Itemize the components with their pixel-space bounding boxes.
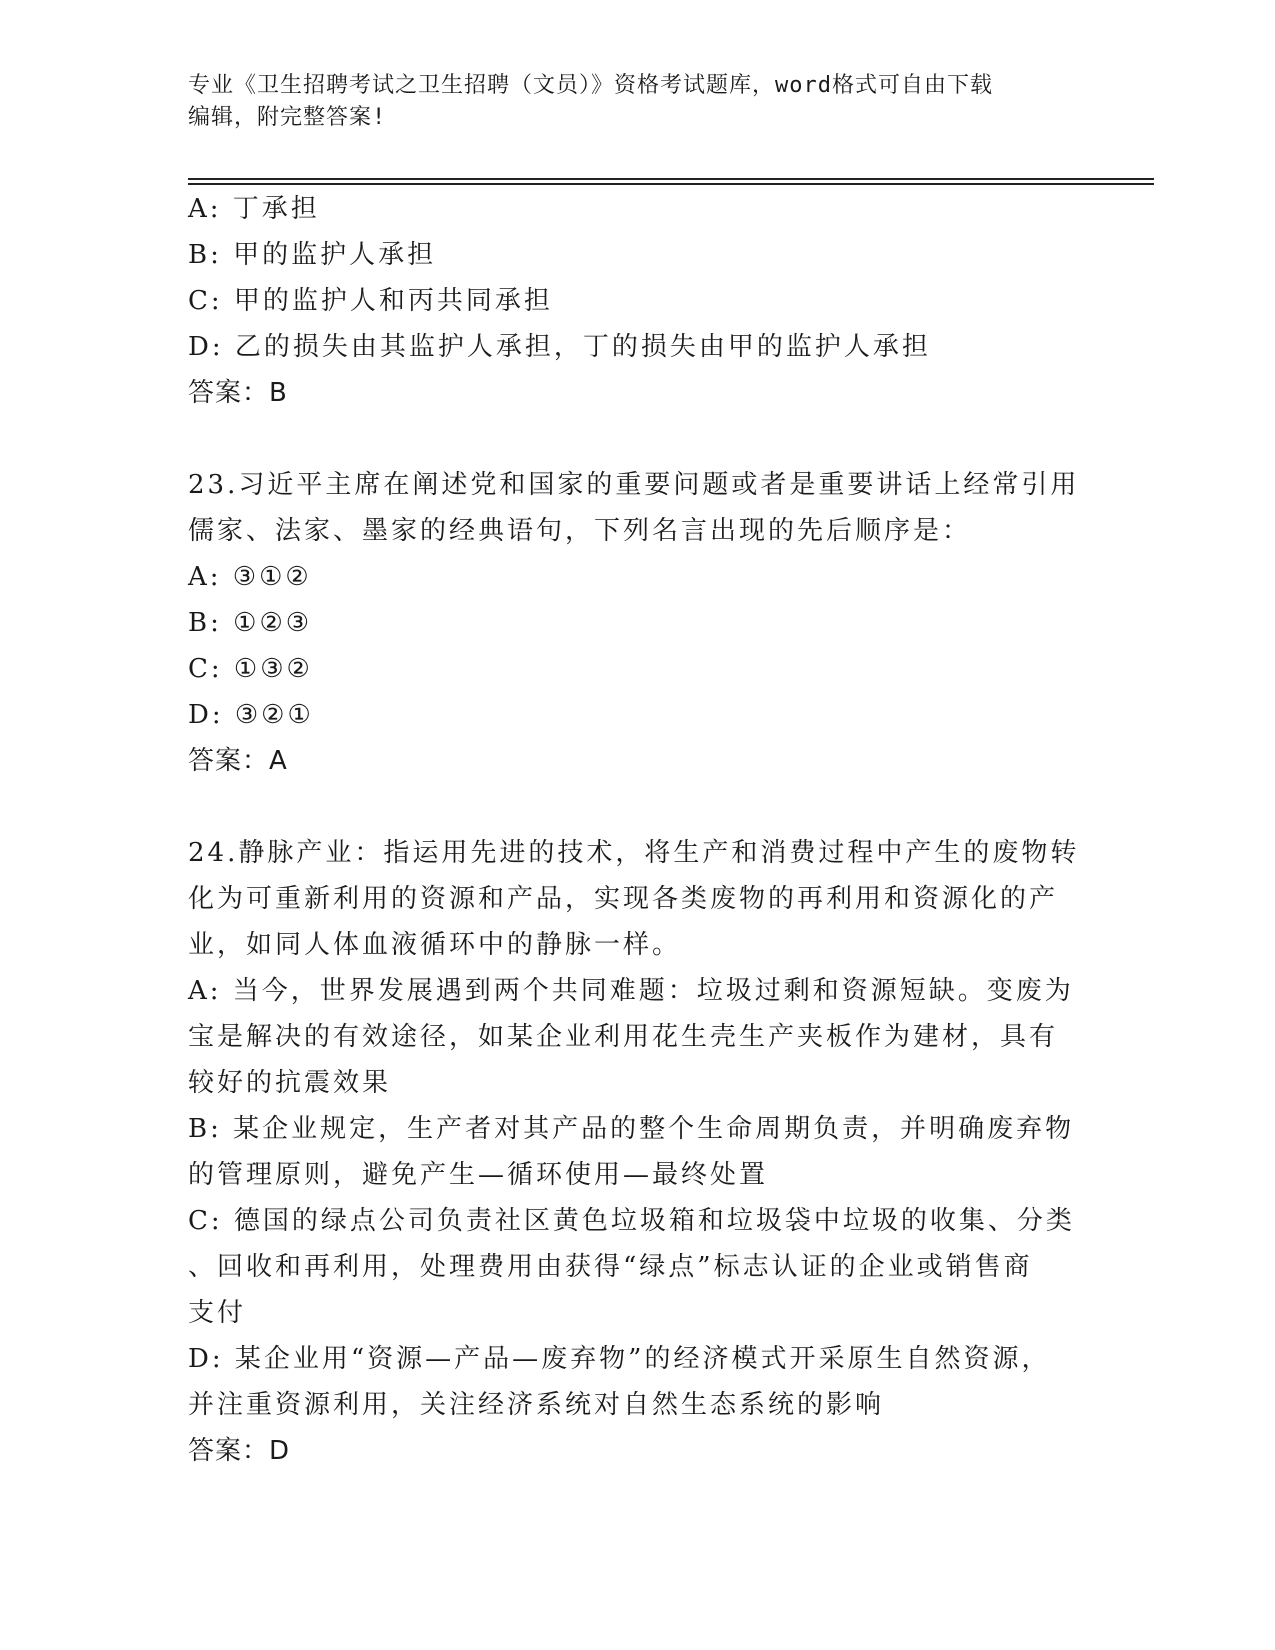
option-a: A: ③①② — [188, 562, 312, 592]
header-line-2: 编辑，附完整答案! — [188, 105, 387, 130]
header-rule-bottom — [188, 183, 1154, 185]
option-c: C: ①③② — [188, 654, 313, 684]
option-c — [188, 1198, 1088, 1336]
option-c-line: 、回收和再利用，处理费用由获得“绿点”标志认证的企业或销售商 — [188, 1252, 1033, 1282]
option-c-line: C: 德国的绿点公司负责社区黄色垃圾箱和垃圾袋中垃圾的收集、分类 — [188, 1206, 1075, 1236]
option-a-line: 较好的抗震效果 — [188, 1068, 392, 1098]
option-b-line: 的管理原则，避免产生—循环使用—最终处置 — [188, 1160, 769, 1190]
question-24 — [188, 830, 1088, 1474]
header-rule-top — [188, 178, 1154, 180]
option-d-line: D: 某企业用“资源—产品—废弃物”的经济模式开采原生自然资源， — [188, 1344, 1051, 1374]
option-c: C: 甲的监护人和丙共同承担 — [188, 286, 553, 316]
option-d: D: 乙的损失由其监护人承担，丁的损失由甲的监护人承担 — [188, 332, 931, 362]
option-b — [188, 1106, 1088, 1198]
option-a: A: 丁承担 — [188, 194, 320, 224]
option-d — [188, 1336, 1088, 1428]
question-stem-line: 23.习近平主席在阐述党和国家的重要问题或者是重要讲话上经常引用 — [188, 470, 1080, 500]
header-line-1: 专业《卫生招聘考试之卫生招聘（文员）》资格考试题库，word格式可自由下载 — [188, 73, 993, 98]
option-b: B: ①②③ — [188, 608, 313, 638]
question-stem-line: 24.静脉产业：指运用先进的技术，将生产和消费过程中产生的废物转 — [188, 838, 1080, 868]
option-d-line: 并注重资源利用，关注经济系统对自然生态系统的影响 — [188, 1390, 885, 1420]
option-b: B: 甲的监护人承担 — [188, 240, 437, 270]
option-a — [188, 968, 1088, 1106]
question-content — [188, 186, 1088, 1474]
question-22 — [188, 186, 1088, 416]
question-stem-line: 化为可重新利用的资源和产品，实现各类废物的再利用和资源化的产 — [188, 884, 1059, 914]
option-b-line: B: 某企业规定，生产者对其产品的整个生命周期负责，并明确废弃物 — [188, 1114, 1075, 1144]
option-d: D: ③②① — [188, 700, 314, 730]
question-stem-line: 儒家、法家、墨家的经典语句，下列名言出现的先后顺序是： — [188, 516, 972, 546]
answer: 答案：A — [188, 746, 288, 776]
answer: 答案：B — [188, 378, 288, 408]
question-stem-line: 业，如同人体血液循环中的静脉一样。 — [188, 930, 682, 960]
page-header — [188, 70, 1068, 134]
question-23 — [188, 462, 1088, 784]
answer: 答案：D — [188, 1436, 291, 1466]
option-c-line: 支付 — [188, 1298, 247, 1328]
option-a-line: 宝是解决的有效途径，如某企业利用花生壳生产夹板作为建材，具有 — [188, 1022, 1059, 1052]
option-a-line: A: 当今，世界发展遇到两个共同难题：垃圾过剩和资源短缺。变废为 — [188, 976, 1074, 1006]
